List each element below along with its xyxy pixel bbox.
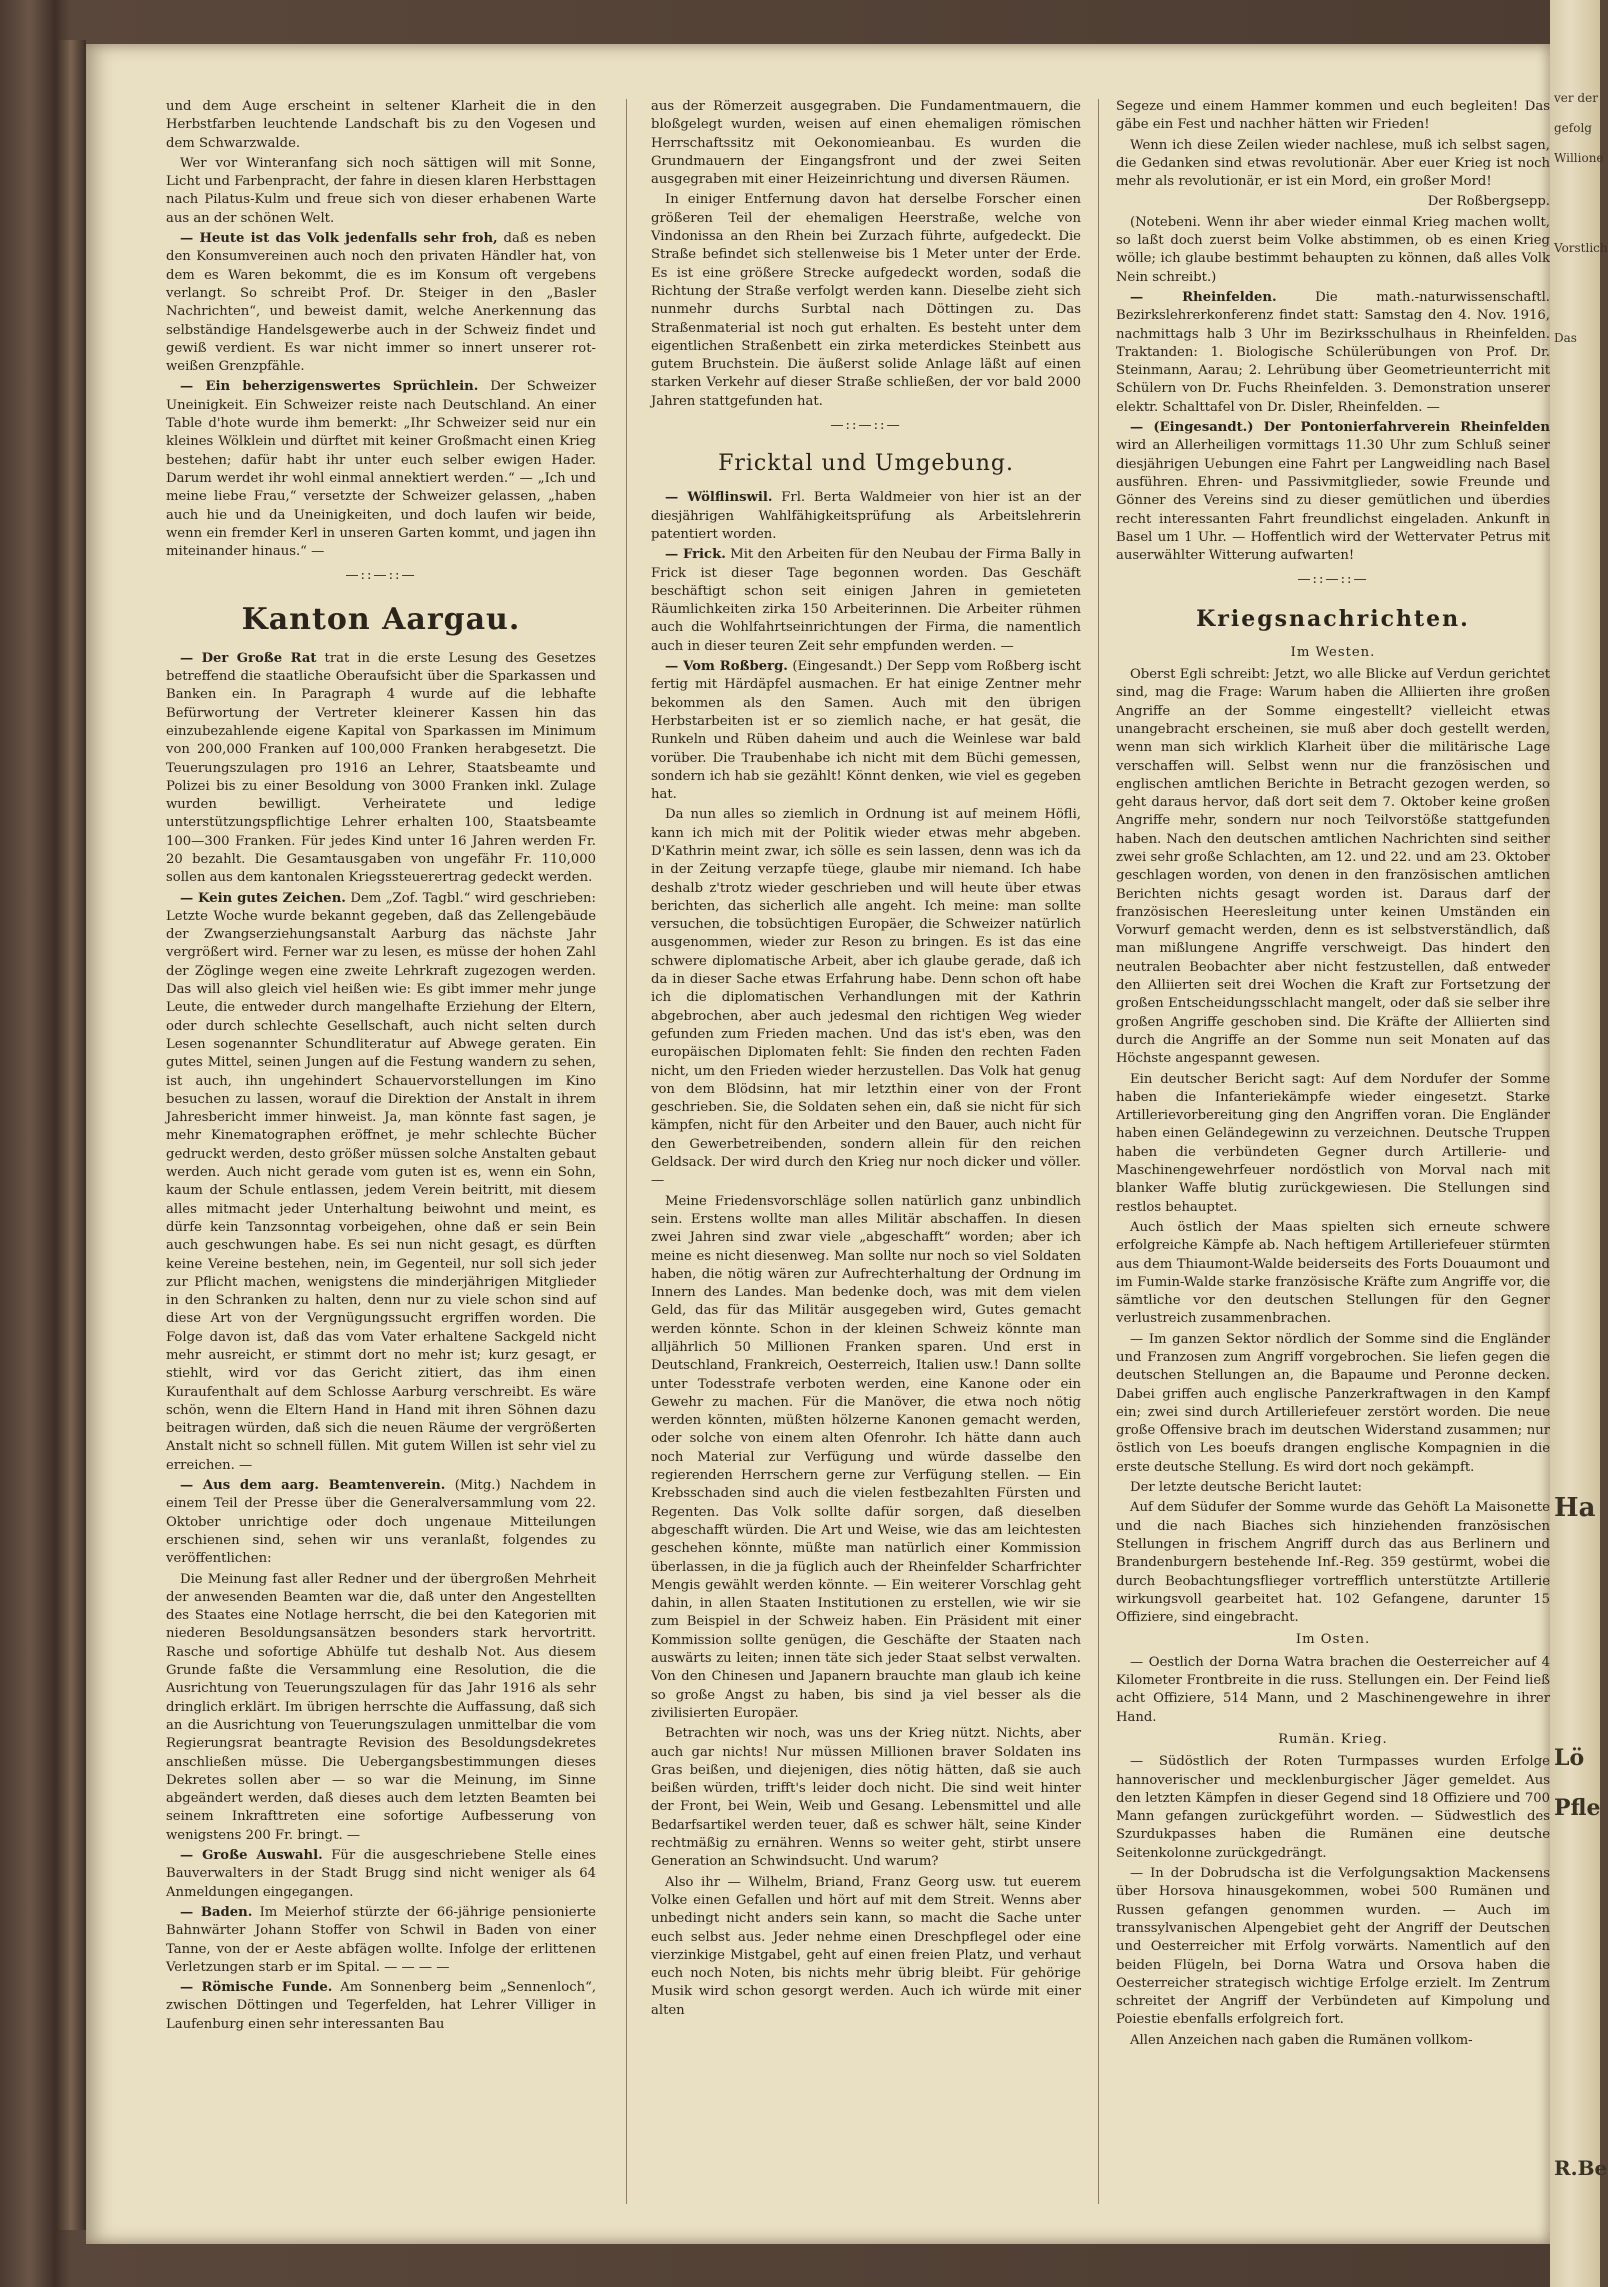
separator: —::—::— [1297,572,1369,588]
article [651,658,1081,804]
article-lead: — Große Auswahl. [180,1848,323,1864]
paragraph: In einiger Entfernung davon hat derselbe Forscher einen größeren Teil der ehemaligen Heerstraße, welche von Vindonissa an den Rhein bei Zurzach führte, aufgedeckt. Die Straße befindet sich stellenweise bis 1 Meter unter der Erde. Es ist eine größere Strecke aufgedeckt worden, sodaß die Richtung der Straße verfolgt werden kann. Dieselbe zieht sich nunmehr durchs Surbtal nach Döttingen zu. Das Straßenmaterial ist noch gut erhalten. Es besteht unter dem eigentlichen Straßenbett ein zirka meterdickes Steinbett aus gutem Bruchstein. Die äußerst solide Anlage läßt auf einen starken Verkehr auf dieser Straße schließen, der vor bald 2000 Jahren stattgefunden hat. [651,192,1081,409]
article [651,489,1081,544]
paragraph: (Notebeni. Wenn ihr aber wieder einmal Krieg machen wollt, so laßt doch zuerst beim Volke abstimmen, ob es einen Krieg wölle; ich glaube bestimmt behaupten zu können, daß alles Volk Nein schreibt.) [1116,214,1550,285]
column-3 [1116,98,1550,2214]
article-body: Am Sonnenberg beim „Sennenloch“, zwischen Döttingen und Tegerfelden, hat Lehrer Villiger in Laufenburg einen sehr interessanten Bau [166,1980,597,2032]
article-body: (Eingesandt.) Der Sepp vom Roßberg ischt fertig mit Härdäpfel ausmachen. Er hat einige Zentner mehr bekommen als den Samen. Auch mit den übrigen Herbstarbeiten ist er so ziemlich nache, er hat gesät, die Runkeln und Rüben daheim und auch die Weinlese war bald vorüber. Die Traubenhabe ich nicht mit dem Büchi gemessen, sondern ich hab sie gezählt! Könnt denken, wie viel es gegeben hat. [651,659,1081,803]
paragraph: Segeze und einem Hammer kommen und euch begleiten! Das gäbe ein Fest und nachher hätten wir Frieden! [1116,99,1550,133]
edge-text: ver der [1554,91,1598,105]
article [166,230,596,376]
article [166,1847,596,1902]
book-binding [56,40,86,2230]
article [1116,289,1550,417]
article-lead: — Der Große Rat [180,650,317,666]
signature-text: Der Roßbergsepp. [1427,194,1550,210]
paragraph: — Südöstlich der Roten Turmpasses wurden Erfolge hannoverischer und mecklenburgischer Jäger gemeldet. Aus den letzten Kämpfen in dieser Gegend sind 18 Offiziere und 700 Mann gefangen zurückgeführt worden. — Südwestlich des Szurdukpasses haben die Rumänen eine deutsche Seitenkolonne zurückgedrängt. [1116,1754,1550,1861]
paragraph: Da nun alles so ziemlich in Ordnung ist auf meinem Höfli, kann ich mich mit der Politik wieder etwas mehr abgeben. D'Kathrin meint zwar, ich sölle es sein lassen, denn was ich da in der Zeitung verzapfe tüege, glaube mir niemand. Ich habe deshalb z'trotz wieder geschrieben und will heute über etwas berichten, das sicherlich alle angeht. Ich meine: man sollte versuchen, die tobsüchtigen Europäer, die Schweizer natürlich ausgenommen, wieder zur Reson zu bringen. Es ist das eine schwere diplomatische Arbeit, aber ich glaube gerade, daß ich da in dieser Sache etwas Erfahrung habe. Denn schon oft habe ich die diplomatischen Verhandlungen mit der Kathrin abgebrochen, aber auch jedesmal den richtigen Weg wieder gefunden zum Frieden machen. Und das ist's eben, was den europäischen Diplomaten fehlt: Sie finden den rechten Faden nicht, um den Frieden wieder herzustellen. Das Volk hat genug von dem Blödsinn, hat mir letzthin einer von der Front geschrieben. Sie, die Soldaten sehen ein, daß sie nicht für sich kämpfen, nicht für den Arbeiter und den Bauer, auch nicht für den Gewerbetreibenden, sondern allein für den reichen Geldsack. Der wird durch den Krieg nur noch dicker und völler. — [651,807,1081,1189]
section-heading-fricktal: Fricktal und Umgebung. [718,451,1014,477]
paragraph: Allen Anzeichen nach gaben die Rumänen vollkom- [1130,2032,1473,2048]
edge-text: Pfle [1554,1795,1601,1821]
column-1 [166,98,596,2214]
edge-text: Ha [1554,1493,1596,1523]
column-2 [651,98,1081,2214]
paragraph: und dem Auge erscheint in seltener Klarheit die in den Herbstfarben leuchtende Landschaft bis zu den Vogesen und dem Schwarzwalde. [166,99,596,151]
article-lead: — Vom Roßberg. [665,659,788,675]
paragraph: Also ihr — Wilhelm, Briand, Franz Georg usw. tut euerem Volke einen Gefallen und hört auf mit dem Streit. Wenns aber unbedingt nicht anders sein kann, so macht die Sache unter euch selbst aus. Jeder nehme einen Dreschpflegel oder eine vierzinkige Mistgabel, geht auf einen freien Platz, und verhaut euch noch Noten, bis nichts mehr übrig bleibt. Für gehörige Musik wird schon gesorgt werden. Auch ich würde mit einer alten [651,1874,1081,2018]
article-lead: — Wölflinswil. [665,490,773,506]
section-heading-kanton-aargau: Kanton Aargau. [241,601,521,637]
section-heading-kriegsnachrichten: Kriegsnachrichten. [1196,605,1470,632]
paragraph: — Im ganzen Sektor nördlich der Somme sind die Engländer und Franzosen zum Angriff vorgebrochen. Sie liefen gegen die deutschen Stellungen an, die Bapaume und Peronne decken. Dabei griffen auch englische Panzerkraftwagen in den Kampf ein; zwei sind durch Artilleriefeuer zerstört worden. Die neue große Offensive brach im deutschen Widerstand zusammen; nur östlich von Les boeufs drangen englische Kompagnien in die erste deutsche Stellung. Es wird dort noch gekämpft. [1116,1331,1550,1475]
column-rule [1098,99,1099,2204]
paragraph: — Oestlich der Dorna Watra brachen die Oesterreicher auf 4 Kilometer Frontbreite in die russ. Stellungen ein. Der Feind ließ acht Offiziere, 514 Mann, und 2 Maschinengewehre in ihrer Hand. [1116,1654,1550,1725]
article-body: Für die ausgeschriebene Stelle eines Bauverwalters in der Stadt Brugg sind nicht weniger als 64 Anmeldungen eingegangen. [166,1848,596,1900]
article-lead: — Kein gutes Zeichen. [180,890,346,906]
newspaper-page [86,44,1550,2244]
article [651,546,1081,656]
paragraph: Wer vor Winteranfang sich noch sättigen will mit Sonne, Licht und Farbenpracht, der fahre in diesen klaren Herbsttagen nach Pilatus-Kulm und freue sich von dieser erhabenen Warte aus an der schönen Welt. [166,155,596,226]
edge-text: Das [1554,331,1577,345]
article [166,890,596,1476]
paragraph: aus der Römerzeit ausgegraben. Die Fundamentmauern, die bloßgelegt wurden, weisen auf einen ehemaligen römischen Herrschaftssitz mit Oekonomieanbau. Es wurden die Grundmauern der Eingangsfront und der zwei Seiten ausgegraben mit einer Heizeinrichtung und diversen Räumen. [651,99,1081,188]
article-lead: — Aus dem aarg. Beamtenverein. [180,1478,446,1494]
adjacent-page-edge [1550,0,1608,2287]
article-lead: — Ein beherzigenswertes Sprüchlein. [180,379,479,395]
article [166,1904,596,1977]
paragraph: Der letzte deutsche Bericht lautet: [1130,1480,1362,1496]
article [166,650,596,888]
article-lead: — Frick. [665,547,726,563]
article-body: daß es neben den Konsumvereinen auch noch den privaten Händler hat, von dem es Waren bekommt, die es im Konsum oft vergebens verlangt. So schreibt Prof. Dr. Steiger in den „Basler Nachrichten“, und beweist damit, welche Anerkennung das selbständige Handelsgewerbe auch in der Schweiz findet und gewiß verdient. Es war nicht immer so innert unserer rot-weißen Grenzpfähle. [166,231,596,375]
paragraph: — In der Dobrudscha ist die Verfolgungsaktion Mackensens über Horsova hinausgekommen, wobei 500 Rumänen und Russen gefangen genommen wurden. — Auch im transsylvanischen Alpengebiet geht der Angriff der Deutschen und Oesterreicher mit Erfolg vorwärts. Namentlich auf den beiden Flügeln, bei Dorna Watra und Orsova haben die Oesterreicher strategisch wichtige Erfolge erzielt. Im Zentrum schreitet der Angriff der Verbündeten auf Kimpolung und Poiestie ebenfalls erfolgreich fort. [1116,1866,1550,2028]
article-body: (Mitg.) Nachdem in einem Teil der Presse über die Generalversammlung vom 22. Oktober unrichtige oder doch ungenaue Mitteilungen erschienen sind, sehen wir uns veranlaßt, folgendes zu veröffentlichen: [166,1478,596,1567]
article-lead: — Heute ist das Volk jedenfalls sehr froh, [180,231,498,247]
article [166,1477,596,1568]
article-body: trat in die erste Lesung des Gesetzes betreffend die staatliche Oberaufsicht über die Sparkassen und Banken ein. In Paragraph 4 wurde auf die lebhafte Befürwortung der Vertreter kleinerer Kassen hin das einzubezahlende eigene Kapital von Sparkassen im Minimum von 200,000 Franken auf 100,000 Franken herabgesetzt. Die Teuerungszulagen pro 1916 an Lehrer, Staatsbeamte und Polizei bis zu einer Besoldung von 3000 Franken inkl. Zulage wurden bewilligt. Verheiratete und ledige unterstützungspflichtige Lehrer erhalten 100, Staatsbeamte 100—300 Franken. Für jedes Kind unter 16 Jahren werden Fr. 20 bezahlt. Die Gesamtausgaben von ungefähr Fr. 110,000 sollen aus dem kantonalen Kriegssteuerertrag gedeckt werden. [166,650,596,886]
edge-text: Vorstlich [1554,241,1608,255]
column-rule [626,99,627,2204]
article-body: Mit den Arbeiten für den Neubau der Firma Bally in Frick ist dieser Tage begonnen worden. Das Geschäft beschäftigt schon seit einigen Jahren in gemieteten Räumlichkeiten zirka 150 Arbeiterinnen. Die Arbeiter rühmen auch die Wohlfahrtseinrichtungen der Firma, die namentlich auch in dieser teuren Zeit sehr empfunden werden. — [651,547,1081,654]
subheading: Im Westen. [1290,644,1376,660]
article-lead: — Rheinfelden. [1130,289,1277,305]
paragraph: Meine Friedensvorschläge sollen natürlich ganz unbindlich sein. Erstens wollte man alles Militär abschaffen. In diesen zwei Jahren sind zwar viele „abgeschafft“ worden; aber ich meine es nicht diesenweg. Man sollte nur noch so viel Soldaten haben, die nötig wären zur Aufrechterhaltung der Ordnung im Innern des Landes. Man bedenke doch, was mit dem vielen Geld, das für das Militär ausgegeben wird, Gutes gemacht werden könnte. Schon in der kleinen Schweiz könnte man alljährlich 50 Millionen Franken sparen. Und erst in Deutschland, Frankreich, Oesterreich, Italien usw.! Dann sollte unter Todesstrafe verboten werden, eine Kanone oder ein Gewehr zu machen. Für die Manöver, die etwa noch nötig werden könnten, müßten hölzerne Kanonen gemacht werden, oder solche von einem alten Ofenrohr. Ich hätte dann auch noch Material zur Verfügung und würde dasselbe den regierenden Herrschern gerne zur Verfügung stellen. — Ein Krebsschaden sind auch die vielen festbezahlten Fürsten und Regenten. Das Volk sollte dafür sorgen, daß dieselben abgeschafft würden. Die Art und Weise, wie das am leichtesten geschehen könnte, müßte man natürlich einer Kommission überlassen, in die ja füglich auch der Rheinfelder Scharfrichter Mengis gewählt werden könnte. — Ein weiterer Vorschlag geht dahin, in allen Staaten Institutionen zu erstellen, wie wir sie zum Beispiel in der Schweiz haben. Ein Präsident mit einer Kommission sollte genügen, die Geschäfte der Staaten nach auswärts zu leiten; innen täte sich jeder Staat selbst verwalten. Von den Chinesen und Japanern brauchte man glaub ich keine so große Angst zu haben, bis sind ja viel besser als die zivilisierten Europäer. [651,1193,1081,1721]
article-body: Im Meierhof stürzte der 66-jährige pensionierte Bahnwärter Johann Stoffer von Schwil in Baden von einer Tanne, von der er Aeste abfägen wollte. Infolge der erlittenen Verletzungen starb er im Spital. — — — — [166,1904,596,1975]
paragraph: Oberst Egli schreibt: Jetzt, wo alle Blicke auf Verdun gerichtet sind, mag die Frage: Warum haben die Alliierten ihre großen Angriffe an der Somme eingestellt? vielleicht etwas unangebracht erscheinen, sie muß aber doch gestellt werden, wenn man sich wirklich Klarheit über die militärische Lage verschaffen will. Selbst wenn nur die französischen und englischen amtlichen Berichte in Betracht gezogen werden, so geht daraus hervor, daß dort seit dem 7. Oktober keine großen Angriffe mehr, sondern nur noch Teilvorstöße stattgefunden haben. Nach den deutschen amtlichen Nachrichten sind seither zwei sehr große Schlachten, am 12. und 22. und am 23. Oktober geschlagen worden, von denen in den französischen amtlichen Berichten nichts gesagt worden ist. Daraus darf der französischen Heeresleitung unter keinen Umständen ein Vorwurf gemacht werden, denn es ist selbstverständlich, daß man mißlungene Angriffe verschweigt. Das hindert den neutralen Beobachter aber nicht festzustellen, daß entweder den Alliierten seit drei Wochen die Kraft zur Fortsetzung der großen Entscheidungsschlacht mangelt, oder daß sie selber ihre großen Angriffe geschoben sind. Die Kräfte der Alliierten sind durch die Angriffe an der Somme nun seit Monaten auf das Höchste angespannt gewesen. [1116,667,1550,1067]
paragraph: Wenn ich diese Zeilen wieder nachlese, muß ich selbst sagen, die Gedanken sind etwas revolutionär. Aber euer Krieg ist noch mehr als revolutionär, er ist ein Mord, ein großer Mord! [1116,137,1550,190]
subheading: Rumän. Krieg. [1278,1731,1388,1747]
article [166,378,596,561]
edge-text: Willione [1554,151,1604,165]
article [166,1979,596,2034]
article-body: Der Schweizer Uneinigkeit. Ein Schweizer reiste nach Deutschland. An einer Table d'hote wurde ihm bemerkt: „Ihr Schweizer seid nur ein kleines Wölklein und dürftet mit keiner Großmacht einen Krieg bestehen; dafür habt ihr unter euch selber ewigen Hader. Darum werdet ihr wohl einmal annektiert werden.“ — „Ich und meine liebe Frau,“ versetzte der Schweizer gelassen, „haben auch hie und da Uneinigkeiten, und doch laufen wir beide, wenn ein fremder Kerl in unseren Garten kommt, und jagen ihn miteinander hinaus.“ — [166,379,596,560]
paragraph: Die Meinung fast aller Redner und der übergroßen Mehrheit der anwesenden Beamten war die, daß unter den Angestellten des Staates eine Notlage herrscht, die bei den Kategorien mit niederen Besoldungsansätzen besonders stark hervortritt. Rasche und sofortige Abhülfe tut deshalb Not. Aus diesem Grunde faßte die Versammlung eine Resolution, die die Ausrichtung von Teuerungszulagen für das Jahr 1916 als sehr dringlich erklärt. Im übrigen herrschte die Auffassung, daß sich an die Ausrichtung von Teuerungszulagen unmittelbar die vom Regierungsrat beantragte Revision des Besoldungsdekretes anschließen müsse. Die Uebergangsbestimmungen dieses Dekretes sollen aber — so war die Meinung, im Sinne abgeändert werden, daß dieses auch dem letzten Beamten bei seinem Inkrafttreten eine sofortige Aufbesserung von wenigstens 200 Fr. bringt. — [166,1571,596,1843]
subheading: Im Osten. [1295,1632,1371,1648]
article-body: Dem „Zof. Tagbl.“ wird geschrieben: Letzte Woche wurde bekannt gegeben, daß das Zellengebäude der Zwangserziehungsanstalt Aarburg das nächste Jahr vergrößert wird. Ferner war zu lesen, es müsse der hohen Zahl der Zöglinge wegen eine zweite Lehrkraft zugezogen werden. Das will also gleich viel heißen wie: Es gibt immer mehr junge Leute, die entweder durch mangelhafte Erziehung der Eltern, oder durch schlechte Gesellschaft, auch nicht selten durch Lesen sogenannter Schundliteratur auf Abwege geraten. Ein gutes Mittel, seinen Jungen auf die Festung wandern zu sehen, ist auch, ihn ungehindert Schauervorstellungen im Kino besuchen zu lassen, worauf die Direktion der Anstalt in ihrem Jahresbericht immer hinweist. Ja, man könnte fast sagen, je mehr Kinematographen eröffnet, je mehr schlechte Bücher gedruckt werden, desto größer müssen solche Anstalten gebaut werden. Auch nicht gerade vom guten ist es, wenn ein Sohn, kaum der Schule entlassen, jedem Verein beitritt, mit diesem alles mitmacht jeder Unterhaltung beiwohnt und meint, es dürfe kein Tanzsonntag vorbeigehen, ohne daß er sein Bein auch geschwungen habe. Es sei nun nicht gesagt, es dürften keine Vereine bestehen, nein, im Gegenteil, nur soll sich jeder zur Pflicht machen, wenigstens die minderjährigen Mitglieder in den Schranken zu halten, denn nur zu viele schon sind auf diese Art von der Vergnügungssucht ergriffen worden. Die Folge davon ist, daß das vom Vater erhaltene Sackgeld nicht mehr ausreicht, er stimmt dort no mehr ist; kurz gesagt, er stiehlt, wird vor das Gericht zitiert, das ihm einen Kuraufenthalt auf dem Schlosse Aarburg verschreibt. Es wäre schön, wenn die Eltern Hand in Hand mit ihren Söhnen dazu beitragen würden, daß sich die neuen Räume der vergrößerten Anstalt nicht so schnell füllen. Mit gutem Willen ist sehr viel zu erreichen. — [166,890,596,1473]
separator: —::—::— [345,568,417,584]
article-body: Die math.-naturwissenschaftl. Bezirkslehrerkonferenz findet statt: Samstag den 4. Nov. 1916, nachmittags halb 3 Uhr im Bezirksschulhaus in Rheinfelden. Traktanden: 1. Biologische Schülerübungen von Prof. Dr. Steinmann, Aarau; 2. Lehrübung über Geometrieunterricht mit Schülern von Dr. Fuchs Rheinfelden. 3. Demonstration unserer elektr. Schalttafel von Dr. Disler, Rheinfelden. — [1116,289,1550,415]
edge-text: gefolg [1554,121,1592,135]
paragraph: Auch östlich der Maas spielten sich erneute schwere erfolgreiche Kämpfe ab. Nach heftigem Artilleriefeuer stürmten aus dem Thiaumont-Walde beiderseits des Forts Douaumont und im Fumin-Walde starke französische Kräfte zum Angriffe vor, die sämtliche vor den deutschen Stellungen für den Gegner verlustreich zusammenbrachen. [1116,1219,1550,1327]
separator: —::—::— [830,418,902,434]
paragraph: Ein deutscher Bericht sagt: Auf dem Nordufer der Somme haben die Infanteriekämpfe wieder eingesetzt. Starke Artillerievorbereitung ging den Angriffen voran. Die Engländer haben einen Geländegewinn zu verzeichnen. Deutsche Truppen haben die verbündeten Gegner durch Artillerie- und Maschinengewehrfeuer nordöstlich von Morval nach mit blanker Waffe blutig zurückgewiesen. Die Stellungen sind restlos behauptet. [1116,1071,1550,1215]
article [1116,419,1550,565]
article-lead: — Römische Funde. [180,1980,333,1996]
edge-text: R.Be [1554,2156,1608,2180]
article-lead: — (Eingesandt.) Der Pontonierfahrverein Rheinfelden [1130,420,1550,436]
paragraph: Betrachten wir noch, was uns der Krieg nützt. Nichts, aber auch gar nichts! Nur müssen Millionen braver Soldaten ins Gras beißen, und diejenigen, dies nötig hätten, daß sie auch beißen würden, trifft's leider doch nicht. Die sind weit hinter der Front, bei Wein, Weib und Gesang. Lebensmittel und alle Bedarfsartikel werden teuer, daß es schwer hält, seine Kinder rechtmäßig zu ernähren. Wenns so weiter geht, stirbt unsere Generation an Schwindsucht. Und warum? [651,1726,1081,1870]
paragraph: Auf dem Südufer der Somme wurde das Gehöft La Maisonette und die nach Biaches sich hinziehenden französischen Stellungen in frischem Angriff durch das aus Berlinern und Brandenburgern bestehende Inf.-Reg. 359 gestürmt, wobei die durch Beobachtungsflieger vortrefflich unterstützte Artillerie wirkungsvoll gearbeitet hat. 102 Gefangene, darunter 15 Offiziere, sind eingebracht. [1116,1500,1550,1626]
article-body: Frl. Berta Waldmeier von hier ist an der diesjährigen Wahlfähigkeitsprüfung als Arbeitslehrerin patentiert worden. [651,490,1081,542]
edge-text: Lö [1554,1745,1585,1771]
article-body: wird an Allerheiligen vormittags 11.30 Uhr zum Schluß seiner diesjährigen Uebungen eine Fahrt per Langweidling nach Basel ausführen. Ehren- und Passivmitglieder, sowie Freunde und Gönner des Vereins sind zu dieser gemütlichen und überdies recht interessanten Fahrt freundlichst eingeladen. Ankunft in Basel um 1 Uhr. — Hoffentlich wird der Wettervater Petrus mit auserwählter Witterung aufwarten! [1116,438,1550,564]
article-lead: — Baden. [180,1904,253,1920]
